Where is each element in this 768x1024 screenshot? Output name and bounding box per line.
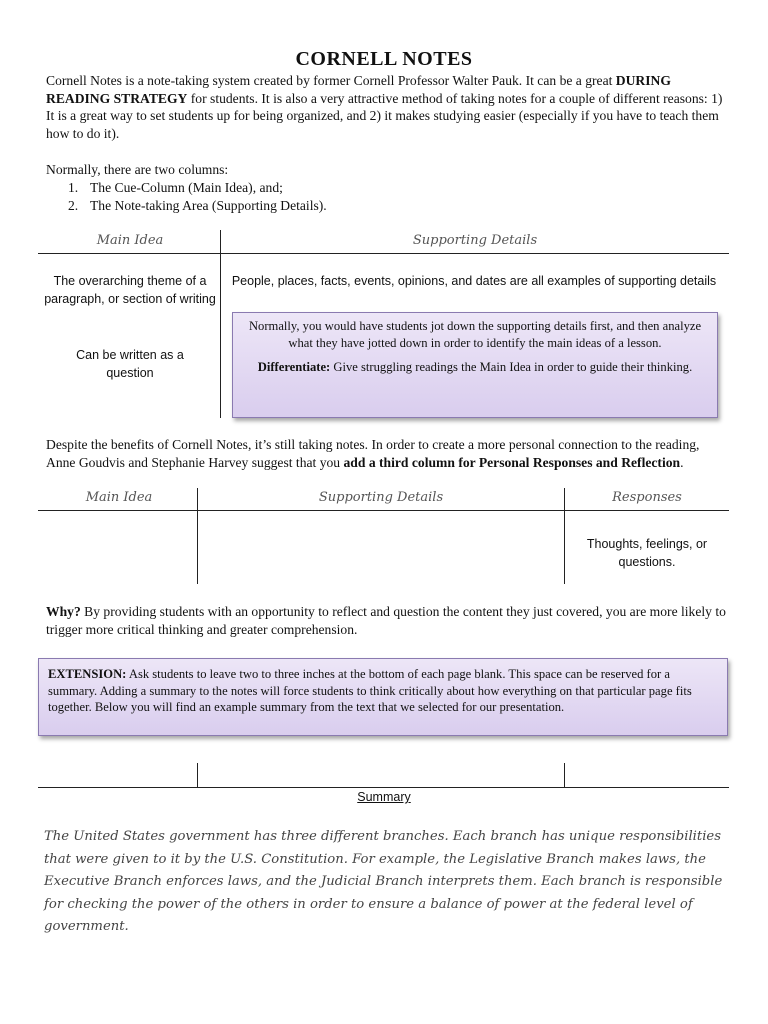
third-col-text-2: . bbox=[680, 454, 684, 470]
list-item bbox=[68, 197, 327, 215]
columns-list bbox=[68, 179, 327, 214]
table1-main-idea-question-note: Can be written as a question bbox=[76, 348, 184, 380]
tip-box-text-2: Give struggling readings the Main Idea in order to guide their thinking. bbox=[330, 360, 693, 374]
summary-divider-1 bbox=[197, 763, 198, 787]
table1-header-rule bbox=[38, 253, 729, 254]
third-col-bold: add a third column for Personal Responses and Reflection bbox=[343, 454, 681, 470]
table1-header-main-idea: Main Idea bbox=[96, 233, 164, 248]
table1-header-supporting-details: Supporting Details bbox=[412, 233, 538, 248]
summary-rule bbox=[38, 787, 729, 788]
table1-supporting-details-definition: People, places, facts, events, opinions, and dates are all examples of supporting details bbox=[231, 274, 717, 288]
tip-box-differentiate bbox=[243, 359, 707, 376]
table1-column-divider bbox=[220, 230, 221, 418]
table2-responses-text: Thoughts, feelings, or questions. bbox=[586, 537, 708, 569]
table2-divider-1 bbox=[197, 488, 198, 584]
columns-intro: Normally, there are two columns: bbox=[46, 162, 229, 177]
list-text: The Note-taking Area (Supporting Details). bbox=[90, 197, 327, 213]
why-text: By providing students with an opportunity to reflect and question the content they just covered, you are more likely to trigger more critical thinking and greater comprehension. bbox=[46, 604, 726, 637]
list-item bbox=[68, 179, 327, 197]
third-col-text-1: Despite the benefits of Cornell Notes, it’s still taking notes. In order to create a more personal connection to the reading, Anne Goudvis and Stephanie Harvey suggest that you bbox=[46, 437, 700, 470]
summary-divider-2 bbox=[564, 763, 565, 787]
intro-text-2: for students. It is also a very attractive method of taking notes for a couple of different reasons: 1) It is a great way to set students up for being organized, and 2) it makes studying easier (especially if you have to teach them how to do it). bbox=[46, 90, 723, 141]
summary-text: The United States government has three different branches. Each branch has unique responsibilities that were given to it by the U.S. Constitution. For example, the Legislative Branch makes laws, the Executive Branch enforces laws, and the Judicial Branch interprets them. Each branch is responsible for checking the power of the others in order to ensure a balance of power at the federal level of government. bbox=[44, 829, 723, 934]
table2-header-rule bbox=[38, 510, 729, 511]
table2-header-responses: Responses bbox=[612, 490, 682, 505]
table2-divider-2 bbox=[564, 488, 565, 584]
extension-text: Ask students to leave two to three inches at the bottom of each page blank. This space can be reserved for a summary. Adding a summary to the notes will force students to think critically about how everything on that particular page fits together. Below you will find an example summary from the text that we selected for our presentation. bbox=[48, 667, 692, 714]
tip-box-text: Normally, you would have students jot down the supporting details first, and then analyze what they have jotted down in order to identify the main ideas of a lesson. bbox=[248, 319, 702, 350]
why-paragraph bbox=[46, 603, 726, 638]
extension-bold: EXTENSION: bbox=[48, 667, 127, 681]
intro-text-1: Cornell Notes is a note-taking system created by former Cornell Professor Walter Pauk. It can be a great bbox=[46, 73, 616, 88]
intro-bold: DURING READING STRATEGY bbox=[46, 73, 671, 106]
extension-box bbox=[38, 658, 728, 736]
page-title: CORNELL NOTES bbox=[295, 48, 473, 70]
tip-box bbox=[232, 312, 718, 418]
intro-paragraph bbox=[46, 72, 726, 142]
list-number: 1. bbox=[68, 180, 79, 195]
list-number: 2. bbox=[68, 197, 79, 213]
why-bold: Why? bbox=[46, 604, 81, 619]
summary-label: Summary bbox=[357, 790, 411, 804]
table1-main-idea-definition: The overarching theme of a paragraph, or section of writing bbox=[44, 274, 216, 306]
tip-box-bold: Differentiate: bbox=[257, 360, 331, 374]
table2-header-supporting-details: Supporting Details bbox=[318, 490, 444, 505]
third-column-paragraph bbox=[46, 436, 726, 471]
table2-header-main-idea: Main Idea bbox=[85, 490, 153, 505]
list-text: The Cue-Column (Main Idea), and; bbox=[90, 180, 283, 195]
